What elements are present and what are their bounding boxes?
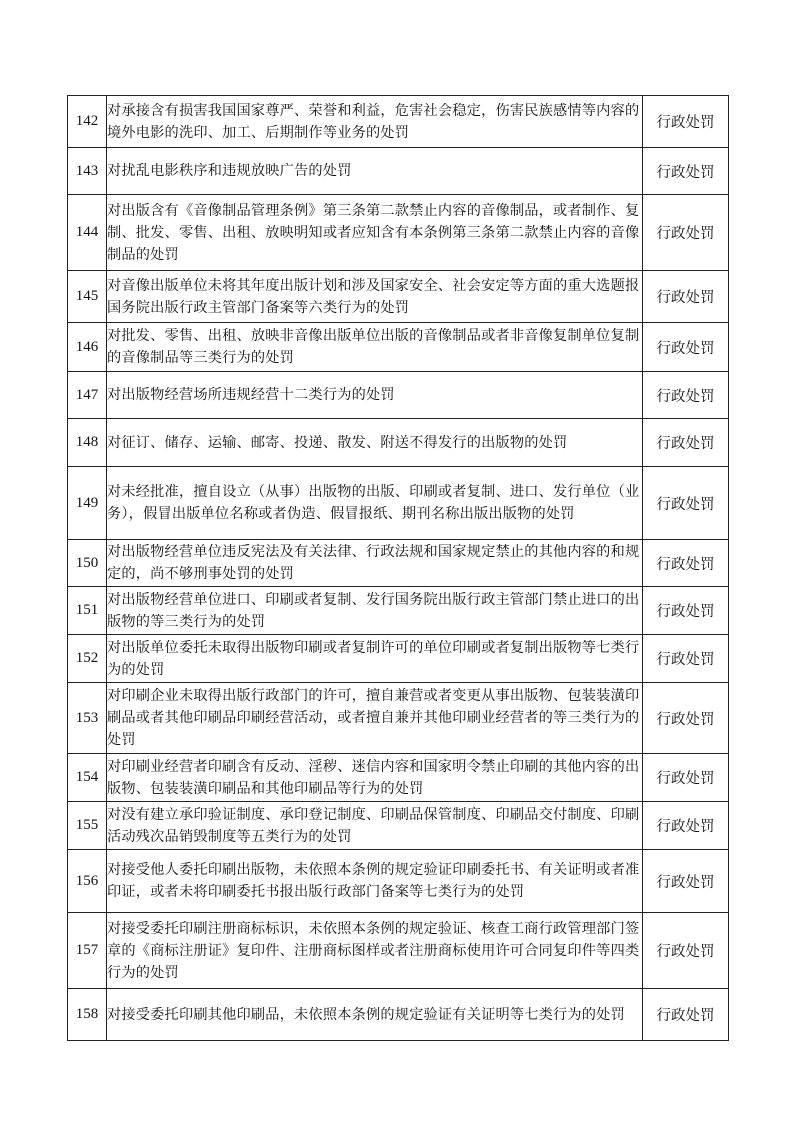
- penalty-item-text: 对音像出版单位未将其年度出版计划和涉及国家安全、社会安定等方面的重大选题报国务院出版行政主管部门备案等六类行为的处罚: [107, 271, 643, 323]
- row-number: 142: [68, 96, 107, 148]
- row-number: 158: [68, 989, 107, 1041]
- penalty-item-text: 对出版物经营单位违反宪法及有关法律、行政法规和国家规定禁止的其他内容的和规定的，尚不够刑事处罚的处罚: [107, 540, 643, 587]
- table-row: [68, 96, 729, 148]
- table-row: [68, 540, 729, 587]
- row-number: 144: [68, 195, 107, 271]
- penalty-item-text: 对没有建立承印验证制度、承印登记制度、印刷品保管制度、印刷品交付制度、印刷活动残次品销毁制度等五类行为的处罚: [107, 802, 643, 850]
- table-row: [68, 913, 729, 989]
- table-row: [68, 989, 729, 1041]
- table-row: [68, 148, 729, 195]
- penalty-item-text: 对扰乱电影秩序和违规放映广告的处罚: [107, 148, 643, 195]
- row-number: 154: [68, 754, 107, 802]
- table-row: [68, 683, 729, 754]
- penalty-type: 行政处罚: [643, 802, 729, 850]
- penalty-type: 行政处罚: [643, 271, 729, 323]
- penalty-type: 行政处罚: [643, 850, 729, 913]
- penalty-item-text: 对出版物经营单位进口、印刷或者复制、发行国务院出版行政主管部门禁止进口的出版物的等三类行为的处罚: [107, 587, 643, 635]
- penalty-item-text: 对批发、零售、出租、放映非音像出版单位出版的音像制品或者非音像复制单位复制的音像制品等三类行为的处罚: [107, 323, 643, 372]
- penalty-type: 行政处罚: [643, 683, 729, 754]
- penalty-type: 行政处罚: [643, 419, 729, 467]
- table-row: [68, 754, 729, 802]
- penalty-item-text: 对接受委托印刷注册商标标识，未依照本条例的规定验证、核查工商行政管理部门签章的《商标注册证》复印件、注册商标图样或者注册商标使用许可合同复印件等四类行为的处罚: [107, 913, 643, 989]
- row-number: 151: [68, 587, 107, 635]
- penalty-type: 行政处罚: [643, 913, 729, 989]
- penalty-item-text: 对承接含有损害我国国家尊严、荣誉和利益，危害社会稳定，伤害民族感情等内容的境外电影的洗印、加工、后期制作等业务的处罚: [107, 96, 643, 148]
- row-number: 153: [68, 683, 107, 754]
- row-number: 155: [68, 802, 107, 850]
- table-row: [68, 467, 729, 540]
- row-number: 147: [68, 372, 107, 419]
- penalty-type: 行政处罚: [643, 467, 729, 540]
- row-number: 157: [68, 913, 107, 989]
- row-number: 149: [68, 467, 107, 540]
- penalty-type: 行政处罚: [643, 587, 729, 635]
- row-number: 143: [68, 148, 107, 195]
- penalty-item-text: 对未经批准，擅自设立（从事）出版物的出版、印刷或者复制、进口、发行单位（业务），假冒出版单位名称或者伪造、假冒报纸、期刊名称出版出版物的处罚: [107, 467, 643, 540]
- penalty-item-text: 对出版物经营场所违规经营十二类行为的处罚: [107, 372, 643, 419]
- table-row: [68, 419, 729, 467]
- penalty-item-text: 对征订、储存、运输、邮寄、投递、散发、附送不得发行的出版物的处罚: [107, 419, 643, 467]
- table-row: [68, 587, 729, 635]
- penalty-item-text: 对出版单位委托未取得出版物印刷或者复制许可的单位印刷或者复制出版物等七类行为的处罚: [107, 635, 643, 683]
- penalty-type: 行政处罚: [643, 148, 729, 195]
- penalty-type: 行政处罚: [643, 96, 729, 148]
- penalty-item-text: 对出版含有《音像制品管理条例》第三条第二款禁止内容的音像制品，或者制作、复制、批发、零售、出租、放映明知或者应知含有本条例第三条第二款禁止内容的音像制品的处罚: [107, 195, 643, 271]
- row-number: 150: [68, 540, 107, 587]
- row-number: 145: [68, 271, 107, 323]
- row-number: 146: [68, 323, 107, 372]
- penalty-type: 行政处罚: [643, 635, 729, 683]
- table-row: [68, 802, 729, 850]
- table-row: [68, 323, 729, 372]
- table-row: [68, 850, 729, 913]
- row-number: 152: [68, 635, 107, 683]
- penalty-type: 行政处罚: [643, 989, 729, 1041]
- penalty-item-text: 对印刷业经营者印刷含有反动、淫秽、迷信内容和国家明令禁止印刷的其他内容的出版物、包装装潢印刷品和其他印刷品等行为的处罚: [107, 754, 643, 802]
- table-row: [68, 635, 729, 683]
- row-number: 148: [68, 419, 107, 467]
- penalty-item-text: 对接受他人委托印刷出版物，未依照本条例的规定验证印刷委托书、有关证明或者准印证，或者未将印刷委托书报出版行政部门备案等七类行为的处罚: [107, 850, 643, 913]
- penalty-type: 行政处罚: [643, 195, 729, 271]
- penalty-type: 行政处罚: [643, 540, 729, 587]
- table-row: [68, 195, 729, 271]
- penalty-type: 行政处罚: [643, 323, 729, 372]
- penalty-item-text: 对接受委托印刷其他印刷品，未依照本条例的规定验证有关证明等七类行为的处罚: [107, 989, 643, 1041]
- penalty-type: 行政处罚: [643, 754, 729, 802]
- penalty-item-text: 对印刷企业未取得出版行政部门的许可，擅自兼营或者变更从事出版物、包装装潢印刷品或者其他印刷品印刷经营活动，或者擅自兼并其他印刷业经营者的等三类行为的处罚: [107, 683, 643, 754]
- table-row: [68, 372, 729, 419]
- table-row: [68, 271, 729, 323]
- penalty-type: 行政处罚: [643, 372, 729, 419]
- row-number: 156: [68, 850, 107, 913]
- penalty-items-table: [67, 95, 729, 1041]
